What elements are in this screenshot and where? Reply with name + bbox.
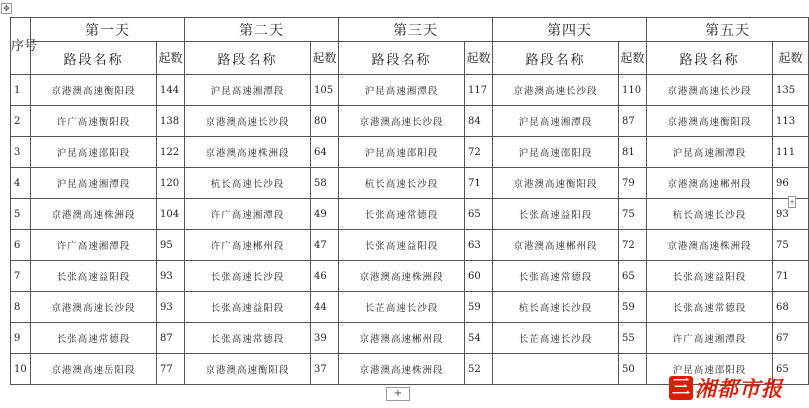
row-index: 1 <box>11 75 31 106</box>
table-row <box>11 323 809 354</box>
count-cell: 84 <box>465 106 493 137</box>
route-name-cell: 长张高速常德段 <box>647 292 773 323</box>
count-cell: 93 <box>157 292 185 323</box>
route-name-header: 路段名称 <box>493 42 619 75</box>
count-cell: 71 <box>465 168 493 199</box>
count-cell: 65 <box>465 199 493 230</box>
route-name-cell: 京港澳高速郴州段 <box>647 168 773 199</box>
count-cell: 60 <box>465 261 493 292</box>
add-row-button[interactable]: + <box>386 387 410 401</box>
count-cell: 80 <box>311 106 339 137</box>
route-name-cell: 沪昆高速邵阳段 <box>647 354 773 385</box>
table-row <box>11 137 809 168</box>
count-cell: 59 <box>465 292 493 323</box>
count-cell: 59 <box>619 292 647 323</box>
count-cell: 138 <box>157 106 185 137</box>
count-header: 起数 <box>157 42 185 75</box>
route-name-cell: 沪昆高速湘潭段 <box>185 75 311 106</box>
count-cell: 64 <box>311 137 339 168</box>
route-name-cell: 京港澳高速株洲段 <box>339 354 465 385</box>
count-header: 起数 <box>619 42 647 75</box>
count-cell: 117 <box>465 75 493 106</box>
route-name-cell: 杭长高速长沙段 <box>647 199 773 230</box>
row-index: 10 <box>11 354 31 385</box>
newspaper-watermark <box>660 372 792 404</box>
column-header-row <box>11 42 809 75</box>
count-cell: 47 <box>311 230 339 261</box>
table-row <box>11 75 809 106</box>
route-name-cell: 沪昆高速邵阳段 <box>339 137 465 168</box>
row-index: 5 <box>11 199 31 230</box>
route-name-cell: 长张高速常德段 <box>185 323 311 354</box>
count-header: 起数 <box>465 42 493 75</box>
route-name-cell: 京港澳高速长沙段 <box>493 75 619 106</box>
route-name-cell: 京港澳高速长沙段 <box>339 106 465 137</box>
day-header: 第一天 <box>31 18 185 42</box>
route-name-header: 路段名称 <box>185 42 311 75</box>
route-name-cell: 京港澳高速长沙段 <box>185 106 311 137</box>
route-name-cell: 沪昆高速邵阳段 <box>31 137 157 168</box>
count-cell: 37 <box>311 354 339 385</box>
watermark-text: 湘都市报 <box>695 377 783 401</box>
route-name-cell: 京港澳高速长沙段 <box>647 75 773 106</box>
route-name-cell: 长张高速常德段 <box>493 261 619 292</box>
route-name-cell: 沪昆高速邵阳段 <box>493 137 619 168</box>
count-cell: 122 <box>157 137 185 168</box>
route-name-cell: 长张高速长沙段 <box>185 261 311 292</box>
route-name-cell: 杭长高速长沙段 <box>339 168 465 199</box>
count-header: 起数 <box>311 42 339 75</box>
count-cell: 111 <box>773 137 809 168</box>
table-row <box>11 292 809 323</box>
count-cell: 72 <box>465 137 493 168</box>
count-cell: 113 <box>773 106 809 137</box>
route-name-cell: 长张高速益阳段 <box>339 230 465 261</box>
table-row <box>11 261 809 292</box>
route-name-cell: 许广高速湘潭段 <box>31 230 157 261</box>
add-column-handle-icon[interactable]: + <box>789 198 795 206</box>
row-index: 3 <box>11 137 31 168</box>
row-index: 7 <box>11 261 31 292</box>
day-header: 第二天 <box>185 18 339 42</box>
count-cell: 65 <box>773 354 809 385</box>
route-name-cell: 许广高速郴州段 <box>185 230 311 261</box>
count-cell: 110 <box>619 75 647 106</box>
accident-table <box>10 17 809 385</box>
count-cell: 95 <box>157 230 185 261</box>
count-cell: 96 <box>773 168 809 199</box>
table-row <box>11 168 809 199</box>
route-name-cell: 京港澳高速衡阳段 <box>647 106 773 137</box>
route-name-cell: 许广高速湘潭段 <box>647 323 773 354</box>
count-cell: 63 <box>465 230 493 261</box>
route-name-cell: 京港澳高速株洲段 <box>339 261 465 292</box>
count-cell: 46 <box>311 261 339 292</box>
count-cell: 65 <box>619 261 647 292</box>
table-move-handle-icon[interactable]: ✥ <box>1 3 12 14</box>
count-cell: 58 <box>311 168 339 199</box>
row-index: 8 <box>11 292 31 323</box>
route-name-cell: 京港澳高速株洲段 <box>647 230 773 261</box>
watermark-badge: 三 <box>669 376 693 400</box>
count-cell: 104 <box>157 199 185 230</box>
route-name-cell: 长芷高速长沙段 <box>493 323 619 354</box>
route-name-cell: 许广高速湘潭段 <box>185 199 311 230</box>
row-index: 4 <box>11 168 31 199</box>
count-cell: 71 <box>773 261 809 292</box>
seq-header: 序号 <box>11 18 31 75</box>
route-name-cell: 长张高速益阳段 <box>493 199 619 230</box>
count-cell: 44 <box>311 292 339 323</box>
route-name-header: 路段名称 <box>31 42 157 75</box>
route-name-cell: 京港澳高速郴州段 <box>493 230 619 261</box>
count-cell: 77 <box>157 354 185 385</box>
route-name-cell: 京港澳高速衡阳段 <box>493 168 619 199</box>
route-name-cell: 京港澳高速长沙段 <box>31 292 157 323</box>
row-index: 2 <box>11 106 31 137</box>
count-cell: 39 <box>311 323 339 354</box>
count-cell: 135 <box>773 75 809 106</box>
route-name-cell: 沪昆高速湘潭段 <box>31 168 157 199</box>
count-cell: 54 <box>465 323 493 354</box>
count-cell: 81 <box>619 137 647 168</box>
row-index: 9 <box>11 323 31 354</box>
table-row <box>11 230 809 261</box>
table-body <box>11 75 809 385</box>
count-cell: 79 <box>619 168 647 199</box>
route-name-cell: 沪昆高速湘潭段 <box>339 75 465 106</box>
route-name-header: 路段名称 <box>339 42 465 75</box>
route-name-cell: 长张高速益阳段 <box>185 292 311 323</box>
route-name-cell: 杭长高速长沙段 <box>185 168 311 199</box>
count-cell: 87 <box>157 323 185 354</box>
route-name-cell <box>493 354 619 385</box>
count-cell: 67 <box>773 323 809 354</box>
count-cell: 75 <box>619 199 647 230</box>
count-cell: 75 <box>773 230 809 261</box>
route-name-cell: 长芷高速长沙段 <box>339 292 465 323</box>
route-name-cell: 京港澳高速株洲段 <box>31 199 157 230</box>
route-name-cell: 杭长高速长沙段 <box>493 292 619 323</box>
route-name-header: 路段名称 <box>647 42 773 75</box>
route-name-cell: 长张高速常德段 <box>339 199 465 230</box>
count-cell: 68 <box>773 292 809 323</box>
count-cell: 50 <box>619 354 647 385</box>
count-cell: 87 <box>619 106 647 137</box>
count-cell: 144 <box>157 75 185 106</box>
route-name-cell: 京港澳高速衡阳段 <box>185 354 311 385</box>
count-cell: 72 <box>619 230 647 261</box>
route-name-cell: 京港澳高速岳阳段 <box>31 354 157 385</box>
route-name-cell: 长张高速常德段 <box>31 323 157 354</box>
count-cell: 52 <box>465 354 493 385</box>
route-name-cell: 长张高速益阳段 <box>647 261 773 292</box>
row-index: 6 <box>11 230 31 261</box>
route-name-cell: 京港澳高速郴州段 <box>339 323 465 354</box>
day-header-row <box>11 18 809 42</box>
route-name-cell: 许广高速衡阳段 <box>31 106 157 137</box>
route-name-cell: 京港澳高速衡阳段 <box>31 75 157 106</box>
count-header: 起数 <box>773 42 809 75</box>
table-row <box>11 199 809 230</box>
count-cell: 49 <box>311 199 339 230</box>
day-header: 第五天 <box>647 18 809 42</box>
route-name-cell: 长张高速益阳段 <box>31 261 157 292</box>
count-cell: 120 <box>157 168 185 199</box>
route-name-cell: 京港澳高速株洲段 <box>185 137 311 168</box>
count-cell: 93 <box>157 261 185 292</box>
count-cell: 55 <box>619 323 647 354</box>
route-name-cell: 沪昆高速湘潭段 <box>647 137 773 168</box>
day-header: 第四天 <box>493 18 647 42</box>
day-header: 第三天 <box>339 18 493 42</box>
table-row <box>11 106 809 137</box>
route-name-cell: 沪昆高速湘潭段 <box>493 106 619 137</box>
count-cell: 93 <box>773 199 809 230</box>
count-cell: 105 <box>311 75 339 106</box>
